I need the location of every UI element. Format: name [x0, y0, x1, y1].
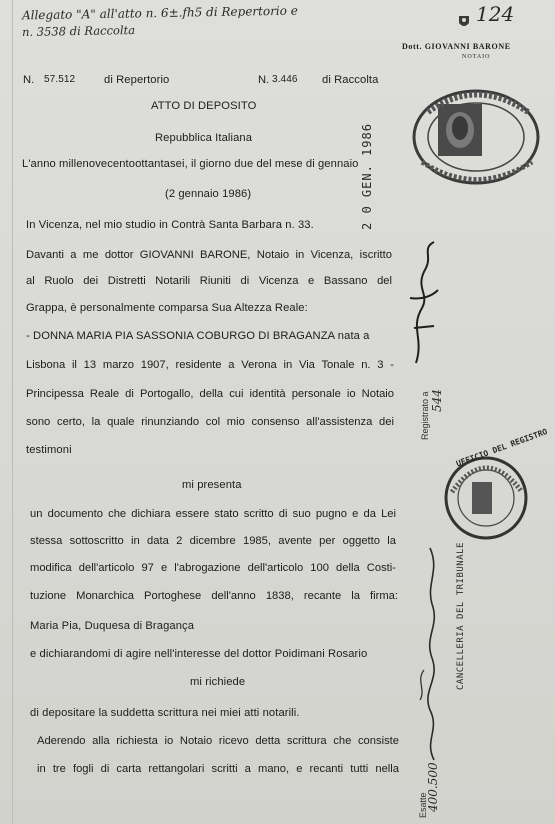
- margin-registrato-label: Registrato a: [420, 391, 430, 440]
- document-country: Repubblica Italiana: [155, 132, 253, 144]
- tribunal-seal-stamp: [398, 82, 548, 192]
- body-line: Maria Pia, Duquesa di Bragança: [30, 620, 195, 632]
- notary-name: Dott. GIOVANNI BARONE: [402, 42, 511, 51]
- body-line: sono certo, la quale rinunziando col mio consenso all'assistenza dei: [26, 416, 394, 428]
- notary-signature: [404, 238, 444, 368]
- body-line: tuzione Monarchica Portoghese dell'anno 1838, recante la firma:: [30, 590, 398, 602]
- margin-esatte-label: Esatte: [418, 792, 428, 818]
- registry-office-stamp: [442, 452, 530, 544]
- raccolta-number: 3.446: [272, 74, 298, 85]
- margin-handwritten-note: [410, 540, 450, 770]
- registration-date-stamp: 2 0 GEN. 1986: [360, 123, 374, 230]
- raccolta-label: di Raccolta: [322, 74, 379, 86]
- body-line: Grappa, è personalmente comparsa Sua Altezza Reale:: [26, 302, 308, 314]
- margin-registrato-number: 544: [430, 389, 444, 412]
- body-line: modifica dell'articolo 97 e l'abrogazione dell'articolo 100 della Costi-: [30, 562, 396, 574]
- body-line: mi presenta: [182, 479, 242, 491]
- revenue-seal-text: CANCELLERIA DEL TRIBUNALE: [456, 542, 466, 690]
- margin-esatte-amount: 400.500: [426, 762, 440, 812]
- left-margin-rule: [12, 0, 13, 824]
- body-line: stessa sottoscritto in data 2 dicembre 1985, avente per oggetto la: [30, 535, 396, 547]
- body-line: al Ruolo dei Distretti Notarili Riuniti di Vicenza e Bassano del: [26, 275, 392, 287]
- body-line: L'anno millenovecentoottantasei, il giorno due del mese di gennaio: [22, 158, 359, 170]
- body-line: Aderendo alla richiesta io Notaio ricevo detta scrittura che consiste: [37, 735, 399, 747]
- document-title: ATTO DI DEPOSITO: [151, 100, 257, 112]
- handwritten-annotation-line-2: n. 3538 di Raccolta: [21, 23, 136, 39]
- registry-office-label: UFFICIO DEL REGISTRO: [455, 427, 549, 469]
- body-line: in tre fogli di carta rettangolari scritti a mano, e recanti tutti nella: [37, 763, 399, 775]
- body-line: - DONNA MARIA PIA SASSONIA COBURGO DI BRAGANZA nata a: [26, 330, 370, 342]
- body-line: Lisbona il 13 marzo 1907, residente a Verona in Via Tonale n. 3 -: [26, 359, 394, 371]
- notary-emblem-icon: [457, 14, 471, 30]
- body-line: di depositare la suddetta scrittura nei miei atti notarili.: [30, 707, 300, 719]
- body-line: Davanti a me dottor GIOVANNI BARONE, Notaio in Vicenza, iscritto: [26, 249, 392, 261]
- repertorio-label: di Repertorio: [104, 74, 170, 86]
- handwritten-annotation-line-1: Allegato "A" all'atto n. 6±.fh5 di Repertorio e: [21, 3, 298, 23]
- notary-title: NOTAIO: [462, 54, 491, 60]
- body-line: Principessa Reale di Portogallo, della cui identità personale io Notaio: [26, 388, 394, 400]
- body-line: (2 gennaio 1986): [165, 188, 252, 200]
- repertorio-number: 57.512: [44, 74, 76, 85]
- body-line: mi richiede: [190, 676, 246, 688]
- repertorio-prefix: N.: [23, 74, 35, 86]
- body-line: un documento che dichiara essere stato scritto di suo pugno e da Lei: [30, 508, 396, 520]
- raccolta-prefix: N.: [258, 74, 270, 86]
- body-line: testimoni: [26, 444, 72, 456]
- body-line: e dichiarandomi di agire nell'interesse del dottor Poidimani Rosario: [30, 648, 368, 660]
- handwritten-page-number: 124: [476, 2, 515, 26]
- body-line: In Vicenza, nel mio studio in Contrà Santa Barbara n. 33.: [26, 219, 314, 231]
